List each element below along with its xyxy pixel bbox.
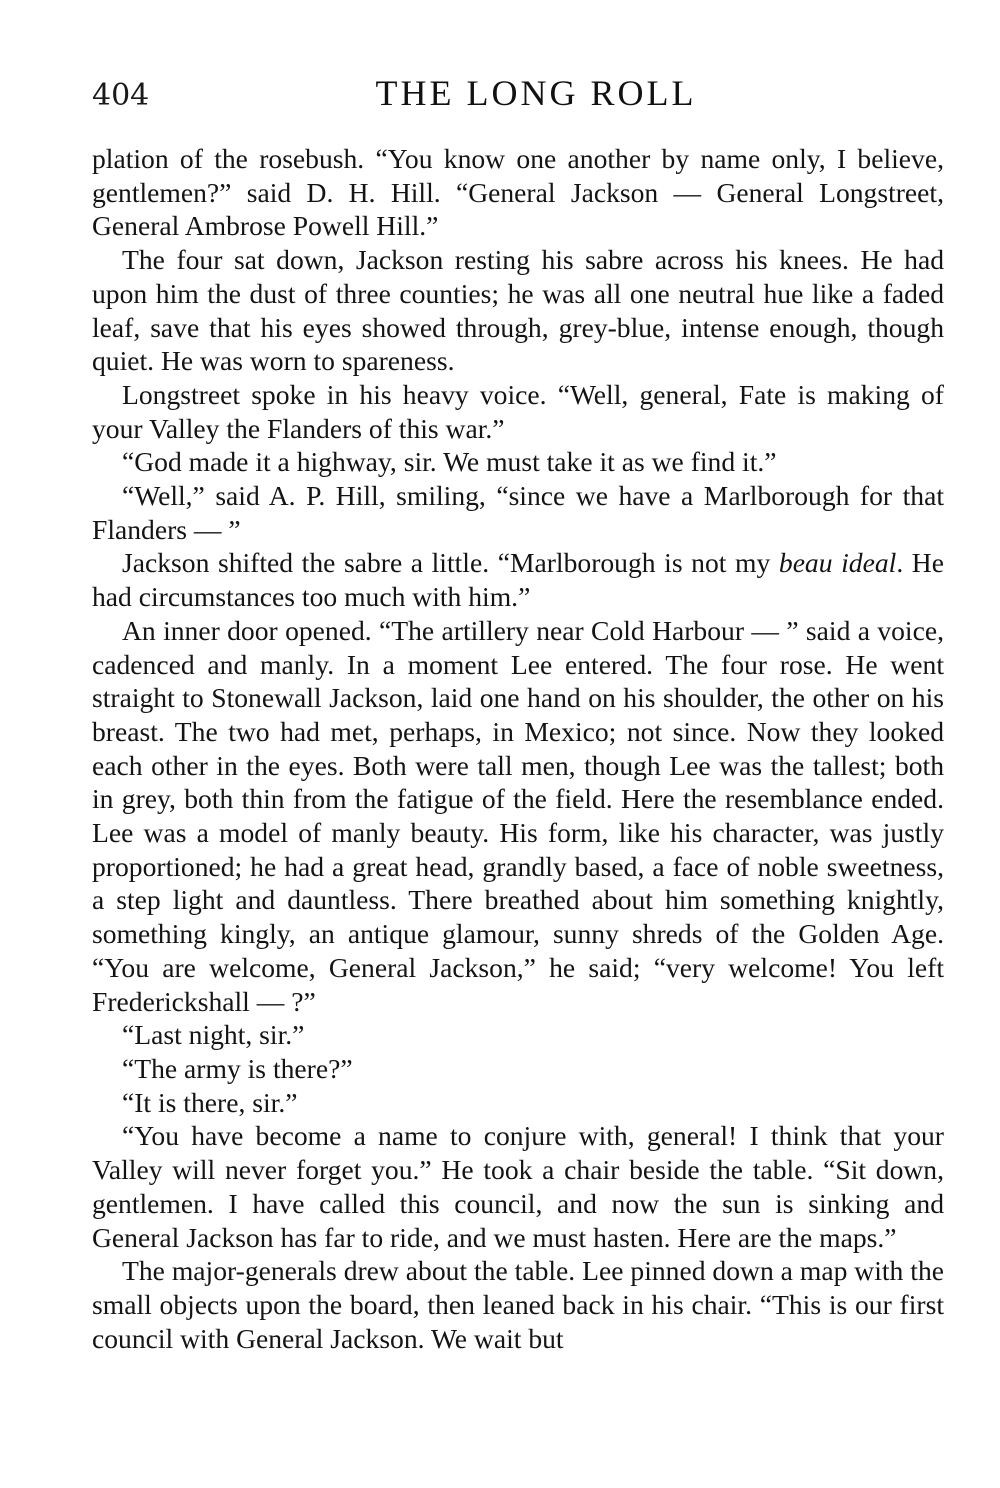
page-number: 404 bbox=[92, 78, 150, 113]
page-header bbox=[92, 72, 944, 122]
running-title: THE LONG ROLL bbox=[375, 73, 697, 113]
paragraph: plation of the rosebush. “You know one another by name only, I believe, gentlemen?” said D. H. Hill. “General Jackson — General Longstreet, General Ambrose Powell Hill.” bbox=[92, 143, 944, 242]
paragraph: The major-generals drew about the table. Lee pinned down a map with the small objects upon the board, then leaned back in his chair. “This is our first council with General Jackson. We wait but bbox=[92, 1255, 944, 1354]
paragraph: “Well,” said A. P. Hill, smiling, “since we have a Marlborough for that Flanders — ” bbox=[92, 480, 944, 545]
paragraph-text: . He had circumstances too much with him.” bbox=[92, 547, 944, 613]
paragraph: An inner door opened. “The artillery near Cold Harbour — ” said a voice, cadenced and manly. In a moment Lee entered. The four rose. He went straight to Stonewall Jackson, laid one hand on his shoulder, the other on his breast. The two had met, perhaps, in Mexico; not since. Now they looked each other in the eyes. Both were tall men, though Lee was the tallest; both in grey, both thin from the fatigue of the field. Here the resemblance ended. Lee was a model of manly beauty. His form, like his character, was justly proportioned; he had a great head, grandly based, a face of noble sweetness, a step light and dauntless. There breathed about him something knightly, something kingly, an antique glamour, sunny shreds of the Golden Age. “You are welcome, General Jackson,” he said; “very welcome! You left Frederickshall — ?” bbox=[92, 614, 944, 1017]
italic-phrase: beau ideal bbox=[778, 547, 897, 579]
paragraph-text: Jackson shifted the sabre a little. “Marlborough is not my bbox=[122, 547, 779, 579]
paragraph: “You have become a name to conjure with, general! I think that your Valley will never forget you.” He took a chair beside the table. “Sit down, gentlemen. I have called this council, and now the sun is sinking and General Jackson has far to ride, and we must hasten. Here are the maps.” bbox=[92, 1120, 944, 1253]
paragraph bbox=[92, 546, 944, 613]
paragraph: Longstreet spoke in his heavy voice. “Well, general, Fate is making of your Valley the Flanders of this war.” bbox=[92, 378, 944, 444]
paragraph: “God made it a highway, sir. We must take it as we find it.” bbox=[122, 446, 777, 478]
body-text bbox=[92, 142, 944, 1355]
paragraph: “It is there, sir.” bbox=[122, 1086, 298, 1118]
paragraph: “Last night, sir.” bbox=[122, 1019, 305, 1051]
paragraph: The four sat down, Jackson resting his sabre across his knees. He had upon him the dust of three counties; he was all one neutral hue like a faded leaf, save that his eyes showed through, grey-blue, intense enough, though quiet. He was worn to spareness. bbox=[92, 244, 944, 377]
paragraph: “The army is there?” bbox=[122, 1052, 353, 1084]
